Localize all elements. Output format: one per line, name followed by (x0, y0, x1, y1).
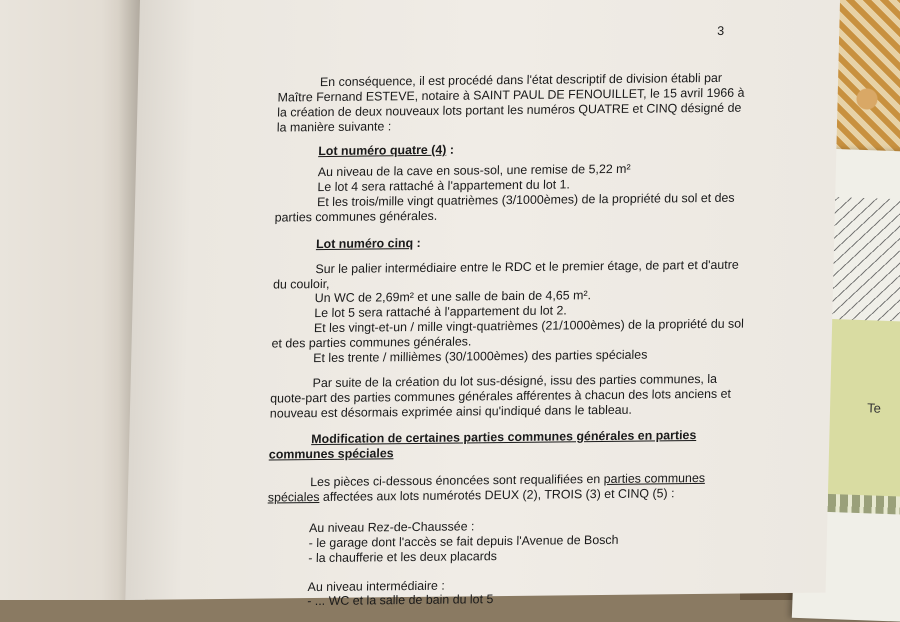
lot5-line-2: du couloir, (272, 276, 330, 292)
requal-underlined-1: parties communes (603, 470, 706, 486)
followup-line-3: nouveau est désormais exprimée ainsi qu'indiqué dans le tableau. (269, 402, 633, 421)
page-number: 3 (717, 23, 725, 38)
requal-underlined-2: spéciales (267, 489, 320, 505)
lot4-line-2: Le lot 4 sera rattaché à l'appartement du lot 1. (317, 177, 571, 195)
rdc-heading: Au niveau Rez-de-Chaussée : (308, 519, 475, 536)
document-page (125, 0, 840, 609)
intro-line-1: En conséquence, il est procédé dans l'état descriptif de division établi par (319, 70, 723, 90)
modification-heading-line-2: communes spéciales (268, 446, 394, 462)
decorative-border (816, 494, 900, 515)
side-card-text: Te (866, 400, 882, 416)
lot5-line-7: Et les trente / millièmes (30/1000èmes) des parties spéciales (313, 347, 648, 366)
rdc-item-2: - la chaufferie et les deux placards (308, 549, 498, 566)
intro-line-2: Maître Fernand ESTEVE, notaire à SAINT PAUL DE FENOUILLET, le 15 avril 1966 à (277, 85, 745, 105)
lot4-line-4: parties communes générales. (274, 208, 438, 225)
lot5-line-5: Et les vingt-et-un / mille vingt-quatrièmes (21/1000èmes) de la propriété du sol (313, 316, 745, 336)
followup-line-1: Par suite de la création du lot sus-désigné, issu des parties communes, la (312, 371, 718, 391)
intro-line-3: la création de deux nouveaux lots portant les numéros QUATRE et CINQ désigné de (277, 100, 742, 120)
intro-line-4: la manière suivante : (276, 119, 392, 135)
lot5-heading-text: Lot numéro cinq (315, 236, 414, 252)
lot5-line-6: et des parties communes générales. (271, 334, 472, 351)
lot5-heading-colon: : (412, 235, 421, 251)
followup-line-2: quote-part des parties communes générales afférentes à chacun des lots anciens et (270, 386, 732, 406)
lot5-line-4: Le lot 5 sera rattaché à l'appartement du lot 2. (314, 303, 568, 321)
lot4-heading-text: Lot numéro quatre (4) (318, 142, 447, 159)
requal-line-2-suffix: affectées aux lots numérotés DEUX (2), TROIS (3) et CINQ (5) : (319, 486, 675, 504)
intermediate-heading: Au niveau intermédiaire : (307, 578, 445, 595)
lot5-line-1: Sur le palier intermédiaire entre le RDC et le premier étage, de part et d'autre (315, 257, 739, 277)
lot4-heading (318, 143, 454, 158)
rdc-item-1: - le garage dont l'accès se fait depuis l'Avenue de Bosch (308, 532, 619, 551)
requal-line-2 (268, 486, 675, 504)
requal-line-1-prefix: Les pièces ci-dessous énoncées sont requalifiées en (310, 471, 604, 490)
lot5-line-3: Un WC de 2,69m² et une salle de bain de 4,65 m². (314, 288, 592, 306)
lot4-line-1: Au niveau de la cave en sous-sol, une remise de 5,22 m² (317, 161, 631, 180)
lot4-heading-colon: : (446, 142, 455, 157)
modification-heading-line-1: Modification de certaines parties communes générales en parties (311, 428, 697, 447)
lot5-heading (316, 236, 421, 251)
intermediate-cut-line: - ... WC et la salle de bain du lot 5 (307, 592, 494, 609)
lot4-line-3: Et les trois/mille vingt quatrièmes (3/1000èmes) de la propriété du sol et des (316, 190, 735, 210)
